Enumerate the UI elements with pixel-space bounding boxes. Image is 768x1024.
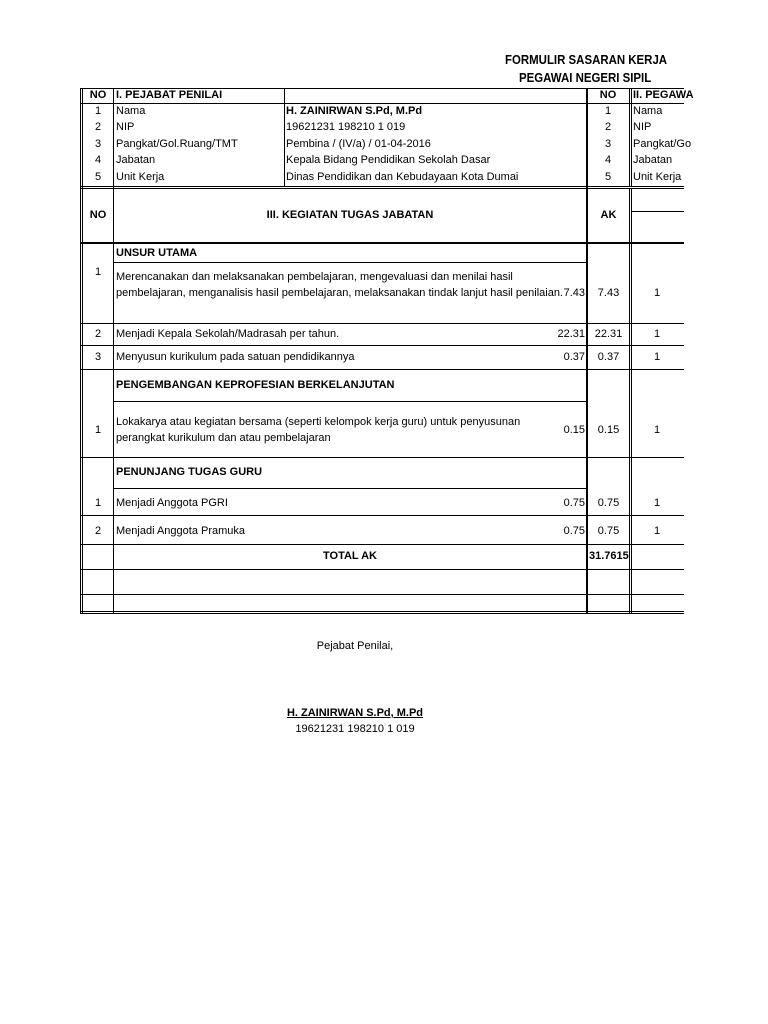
row-description-line1: Menyusun kurikulum pada satuan pendidikannya: [116, 351, 355, 363]
row-label: Unit Kerja: [633, 171, 682, 183]
row-value: 0.15: [563, 424, 585, 436]
row-no: 1: [94, 424, 102, 436]
row-description-line2: perangkat kurikulum dan atau pembelajaran: [116, 432, 331, 444]
signature-nip: 19621231 198210 1 019: [295, 723, 415, 735]
row-ak: 0.75: [597, 525, 620, 537]
section-penunjang: PENUNJANG TUGAS GURU: [116, 466, 263, 478]
row-ak: 0.75: [597, 497, 620, 509]
total-label: TOTAL AK: [323, 550, 377, 562]
section-pkb: PENGEMBANGAN KEPROFESIAN BERKELANJUTAN: [116, 379, 395, 391]
row-label: NIP: [116, 121, 135, 133]
pejabat-section-title: I. PEJABAT PENILAI: [116, 89, 223, 101]
signature-name: H. ZAINIRWAN S.Pd, M.Pd: [286, 707, 424, 719]
row-label: Unit Kerja: [116, 171, 165, 183]
row-no: 3: [94, 351, 102, 363]
kegiatan-title: III. KEGIATAN TUGAS JABATAN: [266, 209, 434, 221]
pejabat-nip-value: 19621231 198210 1 019: [286, 121, 406, 133]
row-qty: 1: [653, 525, 661, 537]
row-value: 22.31: [557, 328, 585, 340]
row-label: Pangkat/Go: [633, 138, 692, 150]
section-unsur-utama: UNSUR UTAMA: [116, 247, 198, 259]
pegawai-no-header: NO: [599, 89, 617, 101]
signature-caption: Pejabat Penilai,: [316, 640, 394, 652]
row-no: 1: [604, 105, 612, 117]
row-description-line1: Merencanakan dan melaksanakan pembelajaran, mengevaluasi dan menilai hasil: [116, 271, 513, 283]
row-description-line1: Menjadi Anggota Pramuka: [116, 525, 246, 537]
row-ak: 22.31: [594, 328, 623, 340]
row-description-line1: Menjadi Kepala Sekolah/Madrasah per tahun.: [116, 328, 340, 340]
kegiatan-no-header: NO: [89, 209, 107, 221]
row-qty: 1: [653, 497, 661, 509]
row-no: 4: [604, 154, 612, 166]
form-title-line2: PEGAWAI NEGERI SIPIL: [519, 70, 652, 85]
row-no: 1: [94, 497, 102, 509]
row-qty: 1: [653, 351, 661, 363]
pejabat-unit-value: Dinas Pendidikan dan Kebudayaan Kota Dumai: [286, 171, 519, 183]
row-no: 3: [604, 138, 612, 150]
row-ak: 0.15: [597, 424, 620, 436]
row-no: 2: [94, 121, 102, 133]
row-description-line1: Lokakarya atau kegiatan bersama (seperti kelompok kerja guru) untuk penyusunan: [116, 416, 521, 428]
row-no: 5: [94, 171, 102, 183]
pejabat-name-value: H. ZAINIRWAN S.Pd, M.Pd: [286, 105, 423, 117]
row-label: Jabatan: [116, 154, 156, 166]
total-value: 31.7615: [589, 550, 629, 562]
pejabat-jabatan-value: Kepala Bidang Pendidikan Sekolah Dasar: [286, 154, 491, 166]
row-no: 1: [94, 266, 102, 278]
row-no: 5: [604, 171, 612, 183]
row-qty: 1: [653, 328, 661, 340]
row-value: 0.75: [563, 497, 585, 509]
row-no: 4: [94, 154, 102, 166]
row-ak: 0.37: [597, 351, 620, 363]
row-no: 3: [94, 138, 102, 150]
row-ak: 7.43: [597, 287, 620, 299]
pejabat-no-header: NO: [89, 89, 107, 101]
row-label: Pangkat/Gol.Ruang/TMT: [116, 138, 238, 150]
row-label: Jabatan: [633, 154, 673, 166]
row-label: Nama: [633, 105, 663, 117]
ak-header: AK: [600, 209, 617, 221]
row-description-line2: pembelajaran, menganalisis hasil pembelajaran, melaksanakan tindak lanjut hasil penilaian.: [116, 287, 563, 299]
row-no: 1: [94, 105, 102, 117]
row-qty: 1: [653, 287, 661, 299]
row-description-line1: Menjadi Anggota PGRI: [116, 497, 228, 509]
row-label: NIP: [633, 121, 652, 133]
row-no: 2: [604, 121, 612, 133]
row-no: 2: [94, 525, 102, 537]
row-label: Nama: [116, 105, 146, 117]
pegawai-section-title: II. PEGAWA: [633, 89, 694, 101]
row-qty: 1: [653, 424, 661, 436]
row-value: 0.37: [563, 351, 585, 363]
row-no: 2: [94, 328, 102, 340]
form-title-line1: FORMULIR SASARAN KERJA: [505, 52, 668, 67]
pejabat-pangkat-value: Pembina / (IV/a) / 01-04-2016: [286, 138, 431, 150]
row-value: 7.43: [563, 287, 585, 299]
row-value: 0.75: [563, 525, 585, 537]
